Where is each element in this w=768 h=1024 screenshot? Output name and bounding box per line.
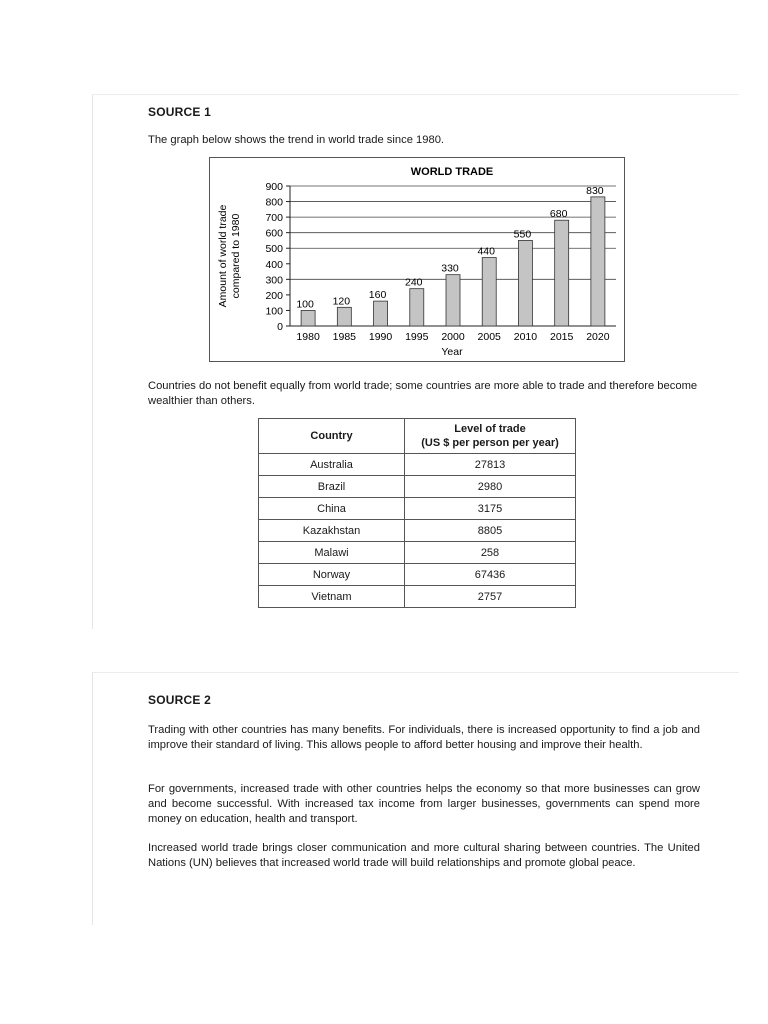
table-cell-trade-level: 67436 [405,564,576,586]
header-level-line2: (US $ per person per year) [421,437,559,449]
y-tick-label: 400 [265,258,283,271]
bar [482,258,496,326]
bar-value-label: 550 [513,228,532,241]
table-header-row [259,419,576,454]
bar [555,220,569,326]
x-tick-label: 1990 [368,331,393,343]
y-axis-title-line2: compared to 1980 [230,213,242,299]
chart-title: WORLD TRADE [410,166,494,178]
source2-paragraph-1: Trading with other countries has many benefits. For individuals, there is increased opportunity to find a job and improve their standard of living. This allows people to afford better housing and improve their health. [148,724,700,751]
table-cell-trade-level: 258 [405,542,576,564]
source2-paragraph-2: For governments, increased trade with other countries helps the economy so that more businesses can grow and become successful. With increased tax income from larger businesses, governments can spend more money on education, health and transport. [148,783,700,825]
y-tick-label: 900 [265,181,283,193]
table-row [259,520,576,542]
trade-table [258,418,576,608]
table-cell-trade-level: 2757 [405,586,576,608]
source1-page [92,94,739,629]
y-tick-label: 100 [265,305,283,318]
bar-value-label: 240 [405,276,423,289]
source2-page [92,672,739,925]
header-country: Country [259,419,405,454]
table-body [259,454,576,608]
table-cell-country: Norway [259,564,405,586]
table-cell-country: Australia [259,454,405,476]
bar [337,307,351,326]
y-tick-label: 800 [265,196,283,209]
bar-value-label: 830 [586,184,604,197]
bar [374,301,388,326]
x-tick-label: 2015 [549,331,574,343]
table-cell-country: Vietnam [259,586,405,608]
bar-value-label: 330 [441,262,459,275]
x-tick-label: 2010 [513,331,538,343]
table-cell-country: Brazil [259,476,405,498]
source1-intro: The graph below shows the trend in world trade since 1980. [148,134,445,146]
table-cell-country: Malawi [259,542,405,564]
table-cell-trade-level: 27813 [405,454,576,476]
table-row [259,564,576,586]
table-row [259,586,576,608]
bar-value-label: 680 [549,208,568,221]
y-tick-label: 300 [265,274,283,287]
bar [591,197,605,326]
source1-body-text: Countries do not benefit equally from world trade; some countries are more able to trade and therefore become wealthier than others. [148,380,698,407]
source2-heading: SOURCE 2 [148,693,211,707]
table-cell-country: Kazakhstan [259,520,405,542]
world-trade-chart [209,157,625,362]
y-tick-label: 700 [265,212,283,225]
header-level-line1: Level of trade [454,423,526,435]
source2-paragraph-3: Increased world trade brings closer communication and more cultural sharing between countries. The United Nations (UN) believes that increased world trade will build relationships and promote global peace. [148,842,700,869]
x-tick-label: 1980 [296,331,320,343]
bar-value-label: 100 [296,298,314,311]
bar-value-label: 120 [332,295,351,308]
y-tick-label: 200 [265,289,283,302]
table-row [259,498,576,520]
x-tick-label: 2020 [586,331,610,343]
y-axis-title-line1: Amount of world trade [217,204,229,308]
table-row [259,454,576,476]
y-tick-label: 0 [277,321,283,333]
table-cell-trade-level: 2980 [405,476,576,498]
bar [446,275,460,326]
x-tick-label: 2000 [441,331,465,343]
table-cell-country: China [259,498,405,520]
table-row [259,476,576,498]
bar-value-label: 440 [477,245,495,258]
source1-heading: SOURCE 1 [148,105,211,119]
x-tick-label: 2005 [477,331,501,343]
y-tick-label: 500 [265,243,283,256]
chart-canvas [210,158,624,361]
bar [301,310,315,326]
bar [518,240,532,326]
header-level-of-trade [405,419,576,454]
y-tick-label: 600 [265,227,283,240]
table-cell-trade-level: 8805 [405,520,576,542]
bar-value-label: 160 [368,289,387,302]
x-tick-label: 1985 [332,331,357,343]
bar [410,289,424,326]
table-cell-trade-level: 3175 [405,498,576,520]
x-axis-title: Year [441,346,463,358]
x-tick-label: 1995 [405,331,429,343]
table-row [259,542,576,564]
